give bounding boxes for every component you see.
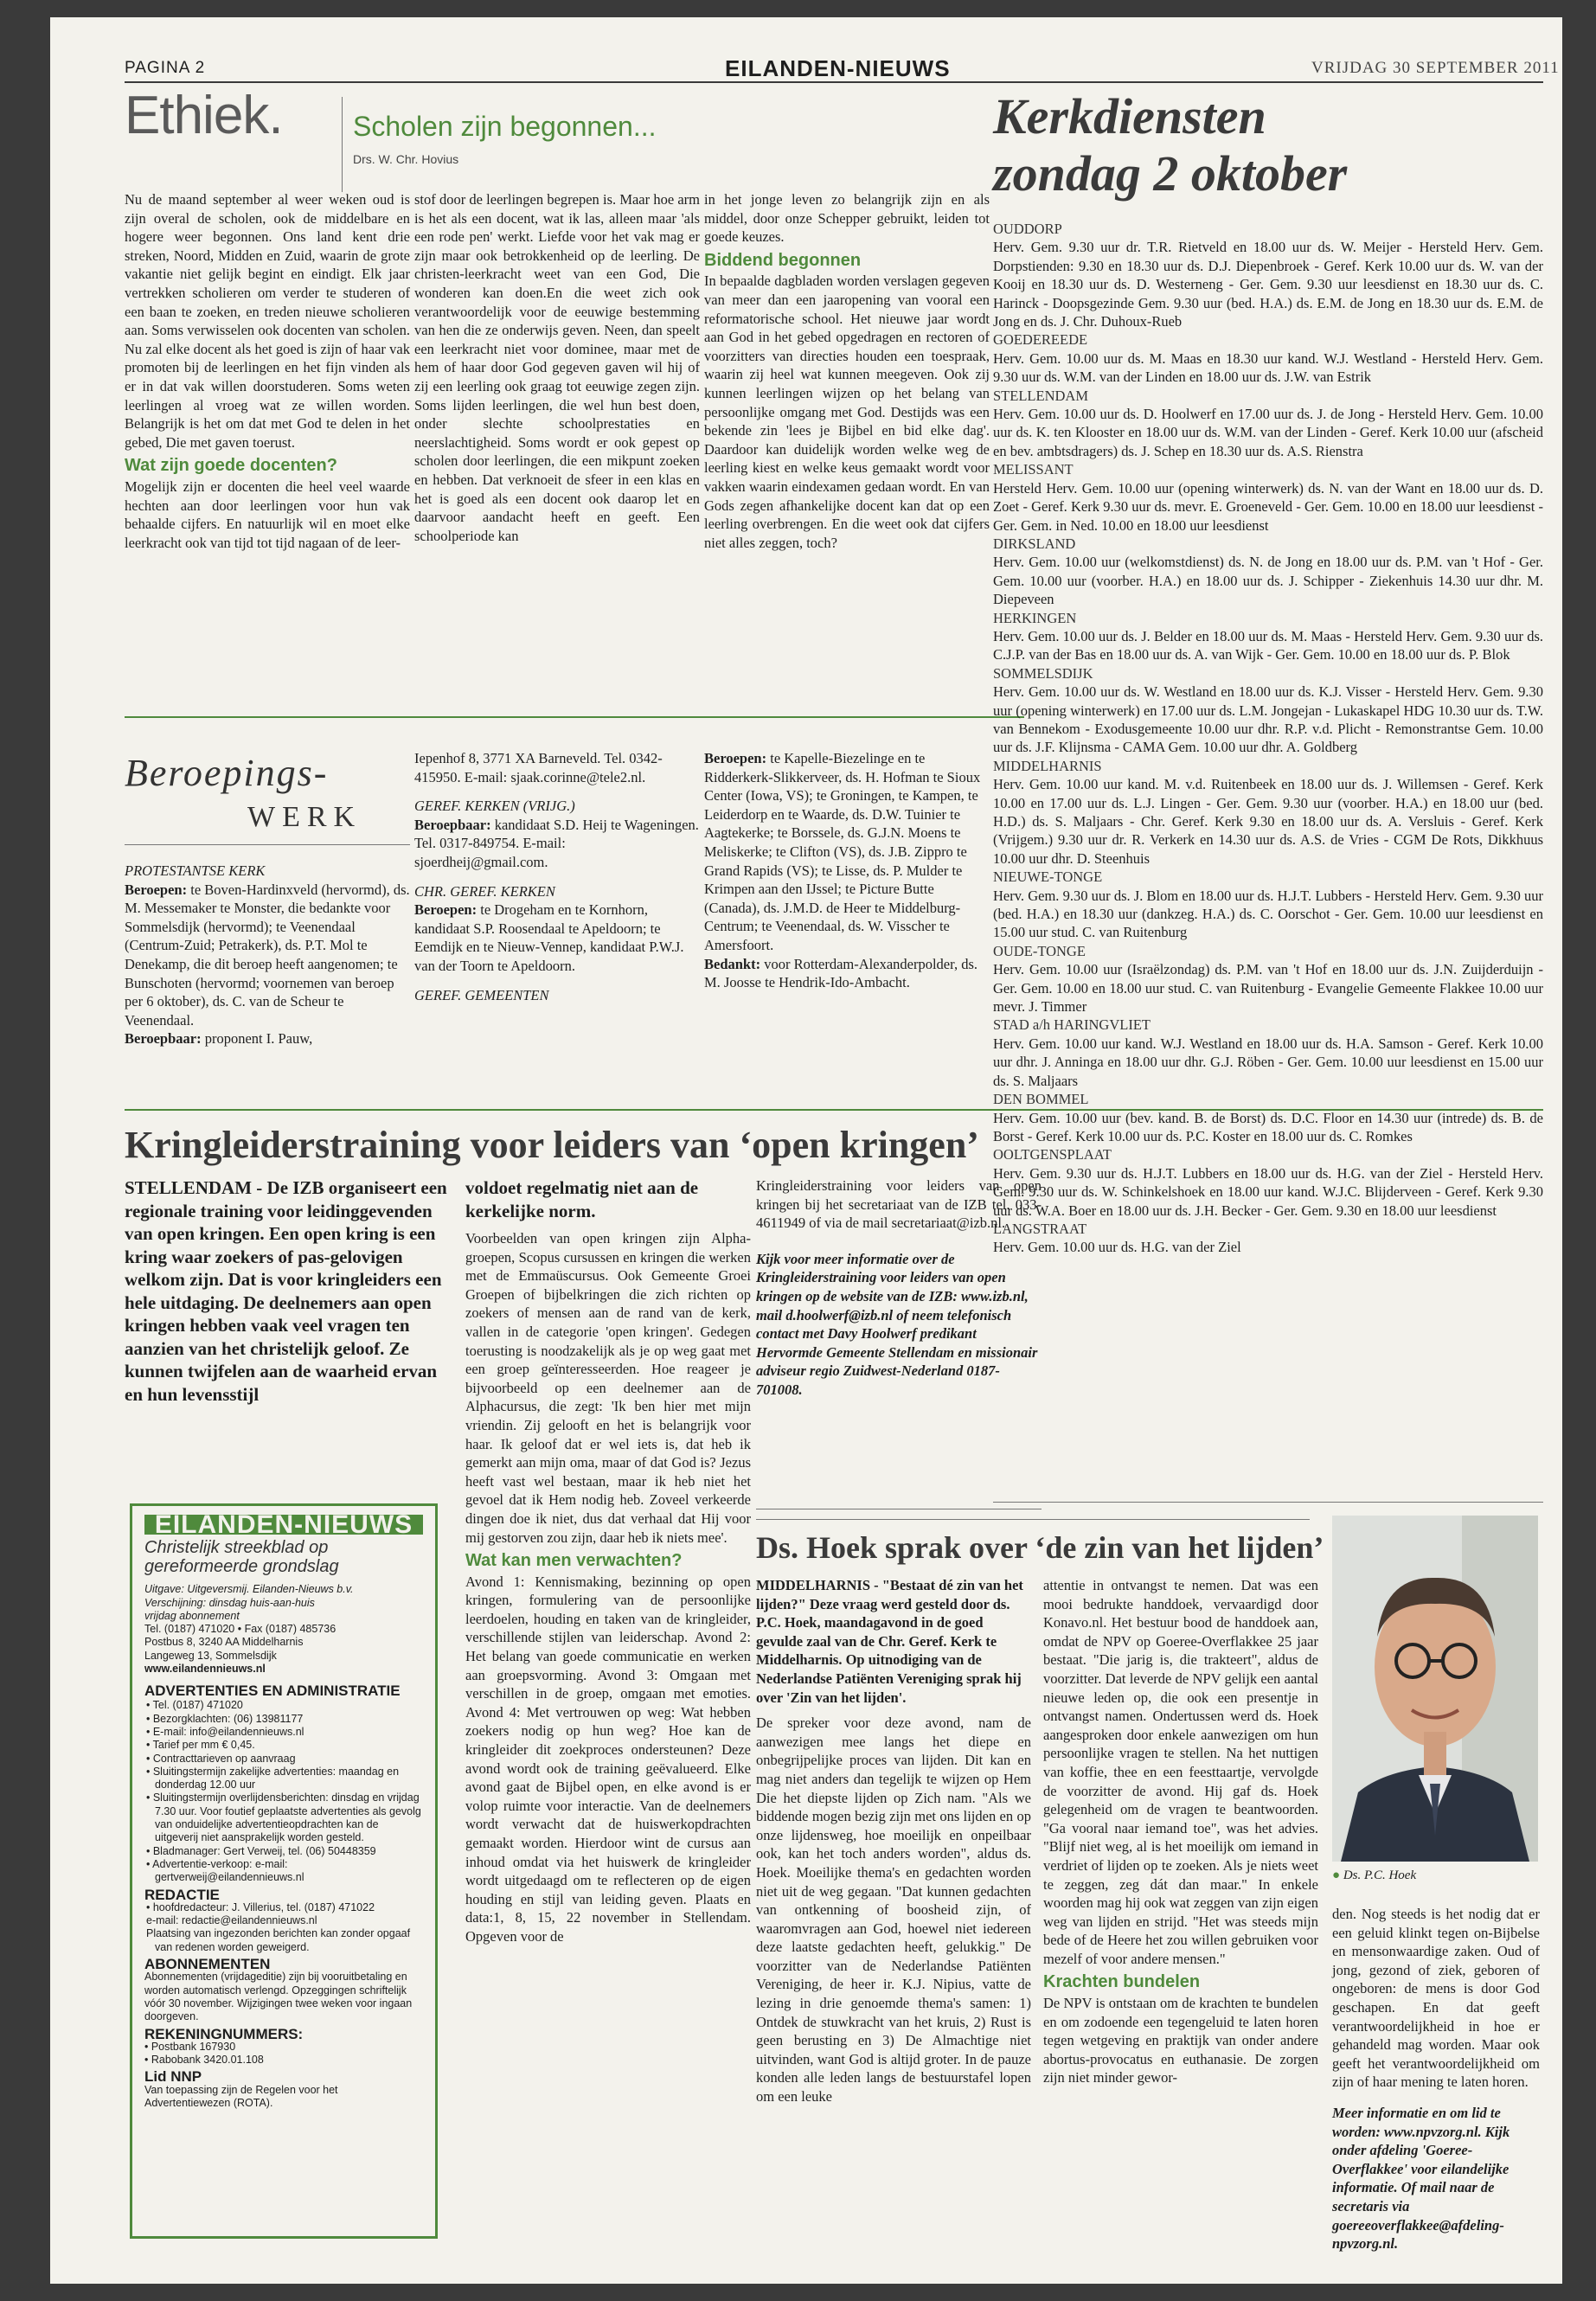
colofon-tagline-1: Christelijk streekblad op [144,1538,329,1558]
ethiek-paragraph: Mogelijk zijn er docenten die heel veel waarde hechten aan door leerlingen voor hun vak behaalde cijfers. En natuurlijk wil en moet elke leerkracht ook van tijd tot tijd nagaan of de leer- [125,478,410,551]
colofon-bullet-item: • Rabobank 3420.01.108 [144,2054,264,2067]
beroeping-column-2 [414,749,700,1004]
beroeping-label: Beroepen: [704,750,767,766]
kringleider-column-3 [756,1176,1042,1400]
kerkdiensten-title-line-1: Kerkdiensten [993,88,1266,144]
page-number: PAGINA 2 [125,59,206,77]
colofon-heading: REKENINGNUMMERS: [144,2025,304,2042]
beroeping-label: Bedankt: [704,955,761,972]
kerkdiensten-title-line-2: zondag 2 oktober [993,145,1348,202]
kerkdienst-place: GOEDEREEDE [993,331,1088,349]
photo-caption [1332,1868,1416,1883]
kerkdienst-place: LANGSTRAAT [993,1220,1087,1237]
ethiek-column-1 [125,190,410,552]
colofon-advertenties [144,1699,423,1884]
beroeping-church-heading: CHR. GEREF. KERKEN [414,882,555,900]
kerkdienst-place: MIDDELHARNIS [993,757,1102,774]
ethiek-paragraph: Nu de maand september al weer weken oud is zijn overal de scholen, ook de middelbare en hogere weer begonnen. Ons land kent drie streken, Noord, Midden en Zuid, waarin de grote vakantie niet gelijk begint en eindigt. Elk jaar vertrekken scholieren om verder te studeren of een baan te zoeken, en treden nieuwe scholieren aan. Soms verwisselen ook docenten van scholen. Nu zal elke docent als het goed is zijn of haar vak promoten bij de leerlingen en het fijn vinden als er in dat vak willen doorstuderen. Soms weten leerlingen al vroeg wat ze willen worden. Belangrijk is het om dat met God te delen in het gebed, Die met gaven toerust. [125,191,410,451]
colofon-heading: Lid NNP [144,2068,202,2086]
kerkdienst-services: Herv. Gem. 10.00 uur ds. D. Hoolwerf en 17.00 uur ds. J. de Jong - Hersteld Herv. Gem. 10.00 uur ds. K. ten Klooster en 18.00 uur ds. W.M. van der Linden - Geref. Kerk 10.00 uur (afscheid en bev. ambtsdragers) ds. J. Schep en 18.30 uur ds. A.S. Rienstra [993,406,1543,459]
colofon-bullet-item: Plaatsing van ingezonden berichten kan zonder opgaaf van redenen worden geweigerd. [146,1927,411,1953]
colofon-masthead: EILANDEN-NIEUWS [144,1515,423,1535]
portrait-image [1332,1516,1538,1862]
beroeping-text: te Drogeham en te Kornhorn, kandidaat S.P. Roosendaal te Apeldoorn; te Eemdijk en te Nieuw-Vennep, kandidaat P.W.J. van der Toorn te Apeldoorn. [414,901,684,974]
section-rule [125,716,1024,718]
article-author: Drs. W. Chr. Hovius [353,152,459,166]
colofon-bullet-item: • Sluitingstermijn zakelijke advertenties: maandag en donderdag 12.00 uur [146,1765,400,1791]
kringleider-paragraph: voldoet regelmatig niet aan de kerkelijke norm. [465,1177,699,1221]
kerkdienst-place: OUDDORP [993,221,1062,237]
kringleider-paragraph: Avond 1: Kennismaking, bezinning op open kringen, formulering van de persoonlijke leerdoelen, houding en taken van de kringleider, verschillende stijlen van leiderschap. Avond 2: Het belang van goede communicatie en werken aan groepsvorming. Avond 3: Omgaan met verschillen in de groep, omgaan met emoties. Avond 4: Met vertrouwen op weg: Wat hebben zoekers nodig op hun weg? Hoe kan de kringleider dit zoekproces ondersteunen? Deze avond wordt ook de training geëvalueerd. Elke avond gaat de Bijbel open, en elke avond is er volop ruimte voor interactie. Van de deelnemers wordt verwacht dat de huiswerkopdrachten gemaakt worden. Hierdoor wint de cursus aan inhoud omdat via het huiswerk de kringleider wordt uitgedaagd om te reflecteren op de eigen houding en stijl van leiding geven. Plaats en data:1, 8, 15, 22 november in Stellendam. Opgeven voor de [465,1573,751,1945]
beroeping-church-heading: PROTESTANTSE KERK [125,862,266,879]
beroeping-text: kandidaat S.D. Heij te Wageningen. Tel. 0317-849754. E-mail: sjoerdheij@gmail.com. [414,816,699,870]
kerkdienst-services: Herv. Gem. 10.00 uur ds. M. Maas en 18.30 uur kand. W.J. Westland - Hersteld Herv. Gem. 9.30 uur ds. W.M. van der Linden en 18.00 uur ds. J.W. van Estrik [993,349,1543,386]
kerkdiensten-title [993,88,1347,202]
beroeping-text: te Boven-Hardinxveld (hervormd), ds. M. Messemaker te Monster, die bedankte voor Sommelsdijk (hervormd); te Veenendaal (Centrum-Zuid; Petrakerk), ds. P.T. Mol te Denekamp, die dit beroep heeft aangenomen; te Bunschoten (hervormd; voornemen van beroep per 6 oktober), ds. C. van de Scheur te Veenendaal. [125,881,410,1029]
colofon-nnp: Van toepassing zijn de Regelen voor het Advertentiewezen (ROTA). [144,2083,338,2109]
kerkdienst-place: OOLTGENSPLAAT [993,1146,1112,1163]
colofon-bullet-item: • Bezorgklachten: (06) 13981177 [146,1712,304,1725]
beroeping-text: Iepenhof 8, 3771 XA Barneveld. Tel. 0342-415950. E-mail: sjaak.corinne@tele2.nl. [414,750,663,785]
colofon-heading: ABONNEMENTEN [144,1956,271,1973]
kringleider-column-2 [465,1176,751,1946]
hoek-paragraph: attentie in ontvangst te nemen. Dat was een mooi bedrukte handdoek, vervaardigd door Konavo.nl. Het bestuur bood de handdoek aan, omdat de NPV op Goeree-Overflakkee 25 jaar bestaat. "Die jarig is, die trakteert", aldus de voorzitter. Dat leverde de NPV gelijk een aantal nieuwe leden op, die ook een presentje in ontvangst namen. Ondertussen werd ds. Hoek aangesproken door enkele aanwezigen om hun persoonlijke vragen te stellen. Na het nuttigen van koffie, thee en een feesttaartje, vervolgde de voorzitter de avond. Hij gaf ds. Hoek gelegenheid om de vragen te beantwoorden. "Ga vooral naar iemand toe", was het advies. "Blijf niet weg, al is het moeilijk om iemand in verdriet of lijden op te zoeken. Als je niets weet te zeggen, zeg dát dan maar." In enkele woorden mag hij ook wat zeggen van zijn eigen weg van lijden en strijd. "Het was steeds mijn bede of de Heere het zou willen gebruiken voor mezelf of voor andere mensen." [1043,1577,1318,1967]
kerkdienst-services: Herv. Gem. 10.00 uur ds. J. Belder en 18.00 uur ds. M. Maas - Hersteld Herv. Gem. 9.30 uur ds. C.J.P. van der Bas en 18.00 uur ds. A. van Wijk - Ger. Gem. 10.00 en 18.00 uur ds. P. Blok [993,627,1543,663]
portrait-photo [1332,1516,1538,1862]
kerkdienst-place: SOMMELSDIJK [993,664,1093,682]
hoek-paragraph: den. Nog steeds is het nodig dat er een geluid klinkt tegen on-Bijbelse en mensonwaardige zaken. Oud of jong, gezond of ziek, geboren of ongeboren: de mens is door God geschapen. En dat geeft verantwoordelijkheid in hoe er gehandeld mag worden. Maar ook geeft het verantwoordelijkheid om zijn of haar mening te laten horen. [1332,1906,1540,2091]
hoek-subheading: Krachten bundelen [1043,1972,1201,1992]
kerkdienst-services: Herv. Gem. 10.00 uur (bev. kand. B. de Borst) ds. D.C. Floor en 14.30 uur (intrede) ds. B. de Borst - Geref. Kerk 10.00 uur ds. P.C. Koster en 18.00 uur ds. C. Romkes [993,1109,1543,1144]
beroeping-text: te Kapelle-Biezelinge en te Ridderkerk-Slikkerveer, ds. H. Hofman te Sioux Center (Iowa, VS); te Groningen, te Kampen, te Leiderdorp en te Waarde, ds. D.W. Tuinier te Aagtekerke; te Borssele, ds. G.J.N. Moens te Meliskerke; te Clifton (VS), ds. J.B. Zippro te Grand Rapids (VS); te Lisse, ds. P. Mulder te Krimpen aan den IJssel; te Picture Butte (Canada), ds. J.M.D. de Heer te Middelburg-Centrum; te Veenendaal, ds. W. Visscher te Amersfoort. [704,750,981,953]
kerkdienst-services: Herv. Gem. 10.00 uur ds. H.G. van der Ziel [993,1239,1241,1256]
kerkdienst-services: Herv. Gem. 10.00 uur kand. W.J. Westland en 18.00 uur ds. H.A. Samson - Geref. Kerk 10.00 uur dhr. J. Anninga en 18.00 uur dhr. G.J. Röben - Ger. Gem. 10.00 uur leesdienst en 15.00 uur ds. S. Maljaars [993,1035,1543,1089]
kerkdienst-place: OUDE-TONGE [993,942,1086,959]
kerkdienst-services: Herv. Gem. 10.00 uur ds. W. Westland en 18.00 uur ds. K.J. Visser - Hersteld Herv. Gem. 9.30 uur (opening winterwerk) en 17.00 uur ds. L.M. Jongejan - Lukaskapel HDG 10.30 uur ds. T.W. van Bennekom - Exodusgemeente 10.00 uur dhr. R.P. v.d. Plicht - Remonstrantse Gem. 10.00 uur ds. J.F. Klijnsma - CAMA Gem. 10.00 uur dhr. A. Goldberg [993,683,1543,756]
beroeping-rule [125,844,410,845]
colofon-bullet-item: • hoofdredacteur: J. Villerius, tel. (0187) 471022 [146,1900,375,1913]
kerkdienst-place: STAD a/h HARINGVLIET [993,1016,1151,1034]
colofon-bullet-item: • Contracttarieven op aanvraag [146,1752,296,1765]
colofon-tagline-2: gereformeerde grondslag [144,1557,339,1577]
colofon-line: Verschijning: dinsdag huis-aan-huis [144,1596,315,1609]
colofon-bullet-item: • E-mail: info@eilandennieuws.nl [146,1725,304,1738]
title-divider [342,97,343,192]
colofon-bullet-item: • Bladmanager: Gert Verweij, tel. (06) 50448359 [146,1844,376,1857]
beroeping-church-heading: GEREF. GEMEENTEN [414,986,549,1003]
colofon-bullet-item: • Advertentie-verkoop: e-mail: gertverweij@eilandennieuws.nl [146,1857,304,1884]
kringleider-paragraph: Kringleiderstraining voor leiders van open kringen bij het secretariaat van de IZB tel. 033-4611949 of via de mail secretariaat@izb.nl. [756,1177,1042,1232]
colofon-bullet-item: • Sluitingstermijn overlijdensberichten: dinsdag en vrijdag 7.30 uur. Voor foutief geplaatste advertenties als gevolg van onduidelijke advertentieopdrachten kan de uitgeverij niet aansprakelijk worden gesteld. [146,1791,421,1844]
beroeping-entry [414,901,700,975]
colofon-heading: REDACTIE [144,1886,220,1903]
section-title-ethiek: Ethiek. [125,86,283,145]
beroeping-label: Beroepen: [125,881,188,898]
kerkdienst-services: Herv. Gem. 10.00 uur (Israëlzondag) ds. P.M. van 't Hof en 18.00 uur ds. J.N. Zuijderduijn - Ger. Gem. 10.00 en 18.00 uur stud. C. van Ruitenburg - Evangelie Gemeente Flakkee 10.00 uur mevr. J. Timmer [993,961,1543,1016]
colofon-bullet-item: • Tarief per mm € 0,45. [146,1739,255,1752]
hoek-paragraph: De NPV is ontstaan om de krachten te bundelen en om zodoende een tegengeluid te laten horen tegen wetgeving en praktijk van onder andere abortus-provocatus en euthanasie. De zorgen zijn niet minder gewor- [1043,1995,1318,2086]
colofon-line: Postbus 8, 3240 AA Middelharnis [144,1636,304,1649]
colofon-bullet-item: • Tel. (0187) 471020 [146,1699,243,1712]
kerkdienst-services: Herv. Gem. 9.30 uur ds. J. Blom en 18.00 uur ds. H.J.T. Lubbers - Hersteld Herv. Gem. 9.30 uur (bed. H.A.) en 18.30 uur (dankzeg. H.A.) ds. C. Oorschot - Ger. Gem. 10.00 uur leesdienst en 15.00 uur stud. C. van Ruitenburg [993,887,1543,941]
hoek-lead: MIDDELHARNIS - "Bestaat dé zin van het lijden?" Deze vraag werd gesteld door ds. P.C. Hoek, maandagavond in de goed gevulde zaal van de Chr. Geref. Kerk te Middelharnis. Op uitnodiging van de Nederlandse Patiënten Vereniging sprak hij over 'Zin van het lijden'. [756,1577,1023,1706]
caption-bullet-icon: ● [1332,1868,1341,1882]
kerkdienst-place: STELLENDAM [993,387,1088,404]
colofon-rekeningnummers [144,2041,423,2067]
caption-text: Ds. P.C. Hoek [1343,1868,1417,1882]
kerkdienst-services: Hersteld Herv. Gem. 10.00 uur (opening winterwerk) ds. N. van der Want en 18.00 uur ds. D. Zoet - Geref. Kerk 9.30 uur ds. mevr. E. Groeneveld - Ger. Gem. 10.00 en 18.00 uur leesdienst - Ger. Gem. in Ned. 10.00 en 18.00 uur leesdienst [993,479,1543,534]
kerkdienst-services: Herv. Gem. 10.00 uur kand. M. v.d. Ruitenbeek en 18.00 uur ds. J. Willemsen - Geref. Kerk 10.00 en 17.00 uur ds. L.J. Lingen - Ger. Gem. 9.30 uur (voorber. H.A.) en 18.00 uur (bed. H.D.) ds. S. Maljaars - Chr. Geref. Kerk 9.30 en 18.00 uur ds. A. Versluis - Geref. Kerk (Vrijgem.) 9.30 uur dr. R. Verkerk en 14.30 uur ds. A.S. de Vries - CGM De Rots, Dikkhuus 10.00 uur dhr. D. Steenhuis [993,776,1543,867]
colofon-line: Langeweg 13, Sommelsdijk [144,1649,277,1662]
hoek-column-1 [756,1576,1031,2106]
colofon-line: Uitgave: Uitgeversmij. Eilanden-Nieuws b.v. [144,1583,354,1596]
beroeping-label: Beroepbaar: [414,816,491,833]
ethiek-column-2 [414,190,700,545]
ethiek-paragraph: stof door de leerlingen begrepen is. Maar hoe arm is het als een docent, wat ik las, alleen maar 'als een rode pen' werkt. Liefde voor het vak mag er zijn maar ook betrokkenheid op de leerling. De christen-leerkracht weet van een God, Die wonderen kan doen.En die weet zich ook verantwoordelijk voor de eeuwige bestemming van hen die ze onderwijs geven. Neen, dan speelt een leerkracht niet voor dominee, maar met de hem of haar door God gegeven gaven wil hij of zij een leerling ook graag tot eeuwige zegen zijn. Soms lijden leerlingen, die wel hun best doen, onder slechte schoolprestaties en neerslachtigheid. Soms wordt er ook gepest op scholen door leerlingen, die een mikpunt zoeken en hebben. Dat verknoeit de sfeer in een klas en het is goed als een docent ook daarop let en daarvoor aandacht heeft en geeft. Een schoolperiode kan [414,191,700,544]
header-rule [125,81,1543,83]
kringleider-subheading: Wat kan men verwachten? [465,1551,683,1571]
kerkdiensten-end-rule [993,1502,1543,1503]
colofon-box [130,1503,438,2239]
beroeping-text: proponent I. Pauw, [201,1030,313,1048]
colofon-line: vrijdag abonnement [144,1609,240,1622]
hoek-paragraph: De spreker voor deze avond, nam de aanwezigen mee langs het diepe en onbegrijpelijke proces van lijden. Dit kan en mag niet anders dan tegelijk te wijzen op Hem Die het diepste lijden op Zich nam. "Als we biddende mogen bezig zijn met ons lijden en op onze lijdensweg, hoe moeilijk en onpeilbaar ook, kan het toch anders worden", aldus ds. Hoek. Moeilijke thema's en gedachten worden niet uit de weg gegaan. "Dat kunnen gedachten van ontkenning of boosheid zijn, of waaromvragen aan God, hoewel niet iedereen deze laatste gedachten heeft, gelukkig." De voorzitter van de Nederlandse Patiënten Vereniging, de heer ir. K.J. Nipius, vatte de lezing in drie genoemde thema's samen: 1) Ontdek de stuwkracht van het kruis, 2) Rust is geen berusting en 3) De Almachtige niet uitvinden, want God is altijd groter. In de pauze konden alle leden langs de bestuurstafel lopen om een leuke [756,1715,1031,2106]
kringleider-info: Kijk voor meer informatie over de Kringleiderstraining voor leiders van open kringen op de website van de IZB: www.izb.nl, mail d.hoolwerf@izb.nl of neem telefonisch contact met Davy Hoolwerf predikant Hervormde Gemeente Stellendam en missionair adviseur regio Zuidwest-Nederland 0187-701008. [756,1250,1038,1398]
article-title-hoek: Ds. Hoek sprak over ‘de zin van het lijden’ [756,1530,1324,1565]
hoek-column-3 [1332,1905,1540,2253]
article-title-scholen: Scholen zijn begonnen... [353,111,657,142]
kringleider-paragraph: Voorbeelden van open kringen zijn Alpha-groepen, Scopus cursussen en kringen die werken met de Emmaüscursus. Ook Gemeente Groei Groepen of bijbelkringen die zich richten op zoekers of mensen aan de rand van de kerk, vallen in de categorie 'open kringen'. Gedegen toerusting is noodzakelijk als je op weg gaat met een groep geïnteresseerden. Hoe reageer je bijvoorbeeld op een deelnemer aan de Alphacursus, die zegt: 'Ik ben hier met mijn vriendin. Zij gelooft en het is belangrijk voor haar. Ik geloof dat er wel iets is, dat heb ik gemerkt aan mijn oma, maar of dat God is? Jezus heeft vast wel bestaan, maar ik heb niet het gevoel dat ik Hem nodig heb. Zoveel verkeerde dingen doe ik niet, dus dat verhaal dat Hij voor mij gestorven zou zijn, daar heb ik niets mee'. [465,1230,751,1546]
hoek-top-rule [756,1519,1310,1520]
kerkdienst-services: Herv. Gem. 9.30 uur ds. H.J.T. Lubbers en 18.00 uur ds. H.G. van der Ziel - Hersteld Herv. Gem. 9.30 uur ds. W. Schinkelshoek en 18.00 uur kand. W.J.C. Blijderveen - Geref. Kerk 9.30 uur ds. W.A. Boer en 18.00 uur ds. J.H. Becker - Ger. Gem. 9.30 en 18.00 uur leesdienst [993,1164,1543,1219]
section-title-beroepingswerk: Beroepings- [125,752,329,794]
beroeping-entry [704,749,990,955]
ethiek-subheading: Wat zijn goede docenten? [125,456,337,476]
section-title-werk: WERK [247,801,362,833]
colofon-abonnementen: Abonnementen (vrijdageditie) zijn bij vooruitbetaling en worden automatisch verlengd. Opzeggingen schriftelijk vóór 30 november. Wijzigingen twee weken voor ingaan doorgeven. [144,1971,413,2023]
colofon-redactie [144,1901,423,1954]
kerkdienst-place: DEN BOMMEL [993,1091,1089,1108]
colofon-bullet-item: e-mail: redactie@eilandennieuws.nl [146,1914,317,1927]
kerkdienst-place: MELISSANT [993,461,1074,478]
beroeping-entry [414,816,700,872]
colofon-bullet-item: • Postbank 167930 [144,2040,236,2053]
hoek-column-2 [1043,1576,1318,2087]
colofon-website[interactable]: www.eilandennieuws.nl [144,1663,266,1676]
colofon-line: Tel. (0187) 471020 • Fax (0187) 485736 [144,1623,337,1636]
kerkdienst-services: Herv. Gem. 10.00 uur (welkomstdienst) ds. N. de Jong en 18.00 uur ds. P.M. van 't Hof - Ger. Gem. 10.00 uur (voorber. H.A.) en 18.00 uur ds. J. Schipper - Ziekenhuis 14.30 uur dhr. M. Diepeveen [993,554,1543,608]
ethiek-column-3 [704,190,990,552]
kerkdienst-place: DIRKSLAND [993,535,1076,552]
kerkdiensten-list [993,220,1543,1257]
kerkdienst-place: NIEUWE-TONGE [993,868,1103,886]
masthead: EILANDEN-NIEUWS [725,55,951,81]
hoek-info: Meer informatie en om lid te worden: www.npvzorg.nl. Kijk onder afdeling 'Goeree-Overflakkee' voor eilandelijke informatie. Of mail naar de secretaris via goereeoverflakkee@afdeling-npvzorg.nl. [1332,2104,1510,2253]
beroeping-label: Beroepen: [414,901,478,919]
colofon-heading: ADVERTENTIES EN ADMINISTRATIE [144,1682,401,1700]
beroeping-label: Beroepbaar: [125,1030,202,1048]
beroeping-text: voor Rotterdam-Alexanderpolder, ds. M. Joosse te Hendrik-Ido-Ambacht. [704,955,978,991]
newspaper-page [50,17,1562,2284]
kerkdienst-place: HERKINGEN [993,609,1077,626]
beroeping-column-3 [704,749,990,992]
beroeping-church-heading: GEREF. KERKEN (VRIJG.) [414,798,575,815]
colofon-publisher [144,1583,423,1663]
ethiek-paragraph: in het jonge leven zo belangrijk zijn en als middel, door onze Schepper gebruikt, leiden tot goede keuzes. [704,191,990,246]
kerkdienst-services: Herv. Gem. 9.30 uur dr. T.R. Rietveld en 18.00 uur ds. W. Meijer - Hersteld Herv. Gem. Dorpstienden: 9.30 en 18.30 uur ds. D.J. Diepenbroek - Geref. Kerk 10.00 uur ds. W. van der Kooij en 18.30 uur ds. D. Westerneng - Ger. Gem. 9.30 uur leesdienst en 18.30 uur ds. C. Harinck - Doopsgezinde Gem. 9.30 uur (bed. H.A.) ds. E.M. de Jong en 18.30 uur ds. E.M. de Jong en ds. J. Chr. Duhoux-Rueb [993,239,1543,330]
beroeping-entry [704,955,990,992]
kringleider-lead: STELLENDAM - De IZB organiseert een regionale training voor leidinggevenden van open kringen. Een open kring is een kring waar zoekers of pas-gelovigen welkom zijn. Dat is voor kringleiders een hele uitdaging. De deelnemers aan open kringen hebben vaak veel vragen ten aanzien van het christelijk geloof. Ze kunnen twijfelen aan de waarheid ervan en hun levensstijl [125,1177,447,1405]
issue-date: VRIJDAG 30 SEPTEMBER 2011 [1311,59,1560,77]
beroeping-column-1 [125,851,410,1048]
ethiek-subheading: Biddend begonnen [704,250,862,270]
article-title-kringleider: Kringleiderstraining voor leiders van ‘open kringen’ [125,1124,979,1166]
beroeping-entry [125,1029,410,1048]
ethiek-paragraph: In bepaalde dagbladen worden verslagen gegeven van meer dan een jaaropening van vooral een reformatorische school. Het nieuwe jaar wordt aan God in het gebed opgedragen en rectoren of voorzitters van directies houden een toespraak, waarin zij heel wat kunnen meegeven. Ook zij kunnen leerlingen wijzen op het belang van persoonlijke omgang met God. Destijds was een bekende zin 'lees je Bijbel en bid elke dag'. Daardoor kan duidelijk worden welke weg de leerling kiest en welke keus gemaakt wordt voor vakken waarin eindexamen gedaan wordt. En van Gods zegen afhankelijke docent kan dat op een leerling overbrengen. En die weet ook dat cijfers niet alles zeggen, toch? [704,272,990,551]
beroeping-entry [125,881,410,1030]
